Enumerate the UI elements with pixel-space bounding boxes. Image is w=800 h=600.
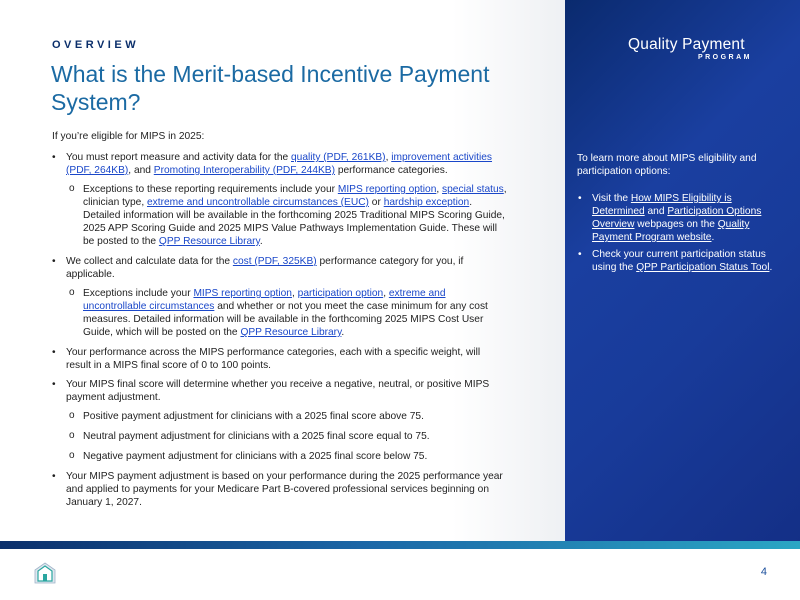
text-run: ,: [385, 152, 392, 163]
text-run: or: [368, 197, 384, 208]
list-item: [52, 151, 507, 248]
list-item: [577, 248, 777, 274]
text-run: .: [341, 327, 345, 338]
improvement-activities-link[interactable]: improvement activities (PDF, 264KB): [66, 152, 493, 176]
text-run: Exceptions include your: [83, 288, 194, 299]
text-run: ,: [383, 288, 389, 299]
list-item: o Neutral payment adjustment for clinicians with a 2025 final score equal to 75.: [66, 430, 507, 443]
text-run: Exceptions to these reporting requirements include your: [83, 184, 338, 195]
text-run: , and: [128, 165, 154, 176]
page-title: What is the Merit-based Incentive Payment System?: [51, 61, 490, 115]
main-bullet-list: [52, 151, 507, 509]
footer-band: [0, 541, 800, 549]
mips-reporting-option-link[interactable]: MIPS reporting option: [193, 288, 292, 299]
special-status-link[interactable]: special status: [442, 184, 504, 195]
text-run: . Detailed information will be available in the forthcoming 2025 Traditional MIPS Scoring Guide, 2025 APP Scoring Guide and 2025 MIPS Value Pathways Implementation Guide. These will be posted to the: [83, 197, 505, 247]
logo-line-1: Quality Payment: [628, 36, 745, 53]
page-number: 4: [760, 566, 767, 578]
text-run: Check your current participation status using the: [592, 249, 766, 273]
sidebar-list: [577, 192, 777, 274]
sidebar-intro: To learn more about MIPS eligibility and participation options:: [577, 153, 757, 177]
quality-link[interactable]: quality (PDF, 261KB): [291, 152, 386, 163]
list-item: o Positive payment adjustment for clinicians with a 2025 final score above 75.: [66, 410, 507, 423]
text-run: performance category for you, if applicable.: [66, 256, 464, 280]
text-run: Your MIPS final score will determine whether you receive a negative, neutral, or positive MIPS payment adjustment.: [66, 379, 490, 403]
list-item: [66, 287, 507, 339]
home-icon: [33, 561, 57, 585]
main-content: [52, 130, 507, 515]
mips-eligibility-link[interactable]: How MIPS Eligibility is Determined: [592, 193, 732, 217]
list-item: [52, 378, 507, 463]
list-item: [52, 255, 507, 339]
qpp-logo: [628, 36, 758, 66]
participation-options-overview-link[interactable]: Participation Options Overview: [592, 206, 762, 230]
text-run: and: [644, 206, 668, 217]
text-run: .: [769, 262, 773, 273]
list-item: [66, 183, 507, 248]
euc-link[interactable]: extreme and uncontrollable circumstances (EUC): [147, 197, 369, 208]
qpp-website-link[interactable]: Quality Payment Program website: [592, 219, 750, 243]
qpp-resource-library-link[interactable]: QPP Resource Library: [240, 327, 342, 338]
promoting-interoperability-link[interactable]: Promoting Interoperability (PDF, 244KB): [153, 165, 335, 176]
intro-text: If you’re eligible for MIPS in 2025:: [52, 131, 205, 142]
hardship-exception-link[interactable]: hardship exception: [383, 197, 470, 208]
sub-bullet-list: [66, 183, 507, 248]
sidebar-content: [577, 152, 777, 278]
participation-status-tool-link[interactable]: QPP Participation Status Tool: [636, 262, 770, 273]
extreme-circumstances-link[interactable]: extreme and uncontrollable circumstances: [83, 288, 446, 312]
text-run: You must report measure and activity data for the: [66, 152, 291, 163]
text-run: webpages on the: [634, 219, 718, 230]
logo-line-2: PROGRAM: [697, 54, 752, 61]
footer: [0, 549, 800, 600]
text-run: .: [259, 236, 263, 247]
text-run: .: [711, 232, 715, 243]
list-item: o Negative payment adjustment for clinicians with a 2025 final score below 75.: [66, 450, 507, 463]
text-run: ,: [436, 184, 443, 195]
text-run: , clinician type,: [83, 184, 507, 208]
list-item: • Your MIPS payment adjustment is based on your performance during the 2025 performance year and applied to payments for your Medicare Part B-covered professional services beginning on January 1, 2027.: [52, 470, 507, 509]
text-run: Visit the: [592, 193, 631, 204]
sub-bullet-list: [66, 410, 507, 463]
cost-link[interactable]: cost (PDF, 325KB): [232, 256, 317, 267]
list-item: • Your performance across the MIPS performance categories, each with a specific weight, will result in a MIPS final score of 0 to 100 points.: [52, 346, 507, 372]
text-run: performance categories.: [334, 165, 448, 176]
text-run: We collect and calculate data for the: [66, 256, 233, 267]
section-eyebrow: OVERVIEW: [52, 39, 140, 51]
participation-option-link[interactable]: participation option: [297, 288, 384, 299]
list-item: [577, 192, 777, 244]
sub-bullet-list: [66, 287, 507, 339]
text-run: ,: [291, 288, 298, 299]
qpp-resource-library-link[interactable]: QPP Resource Library: [158, 236, 260, 247]
mips-reporting-option-link[interactable]: MIPS reporting option: [337, 184, 437, 195]
text-run: and whether or not you meet the case minimum for any cost measures. Detailed information will be available in the forthcoming 2025 MIPS Cost User Guide, which will be posted on the: [83, 301, 488, 338]
